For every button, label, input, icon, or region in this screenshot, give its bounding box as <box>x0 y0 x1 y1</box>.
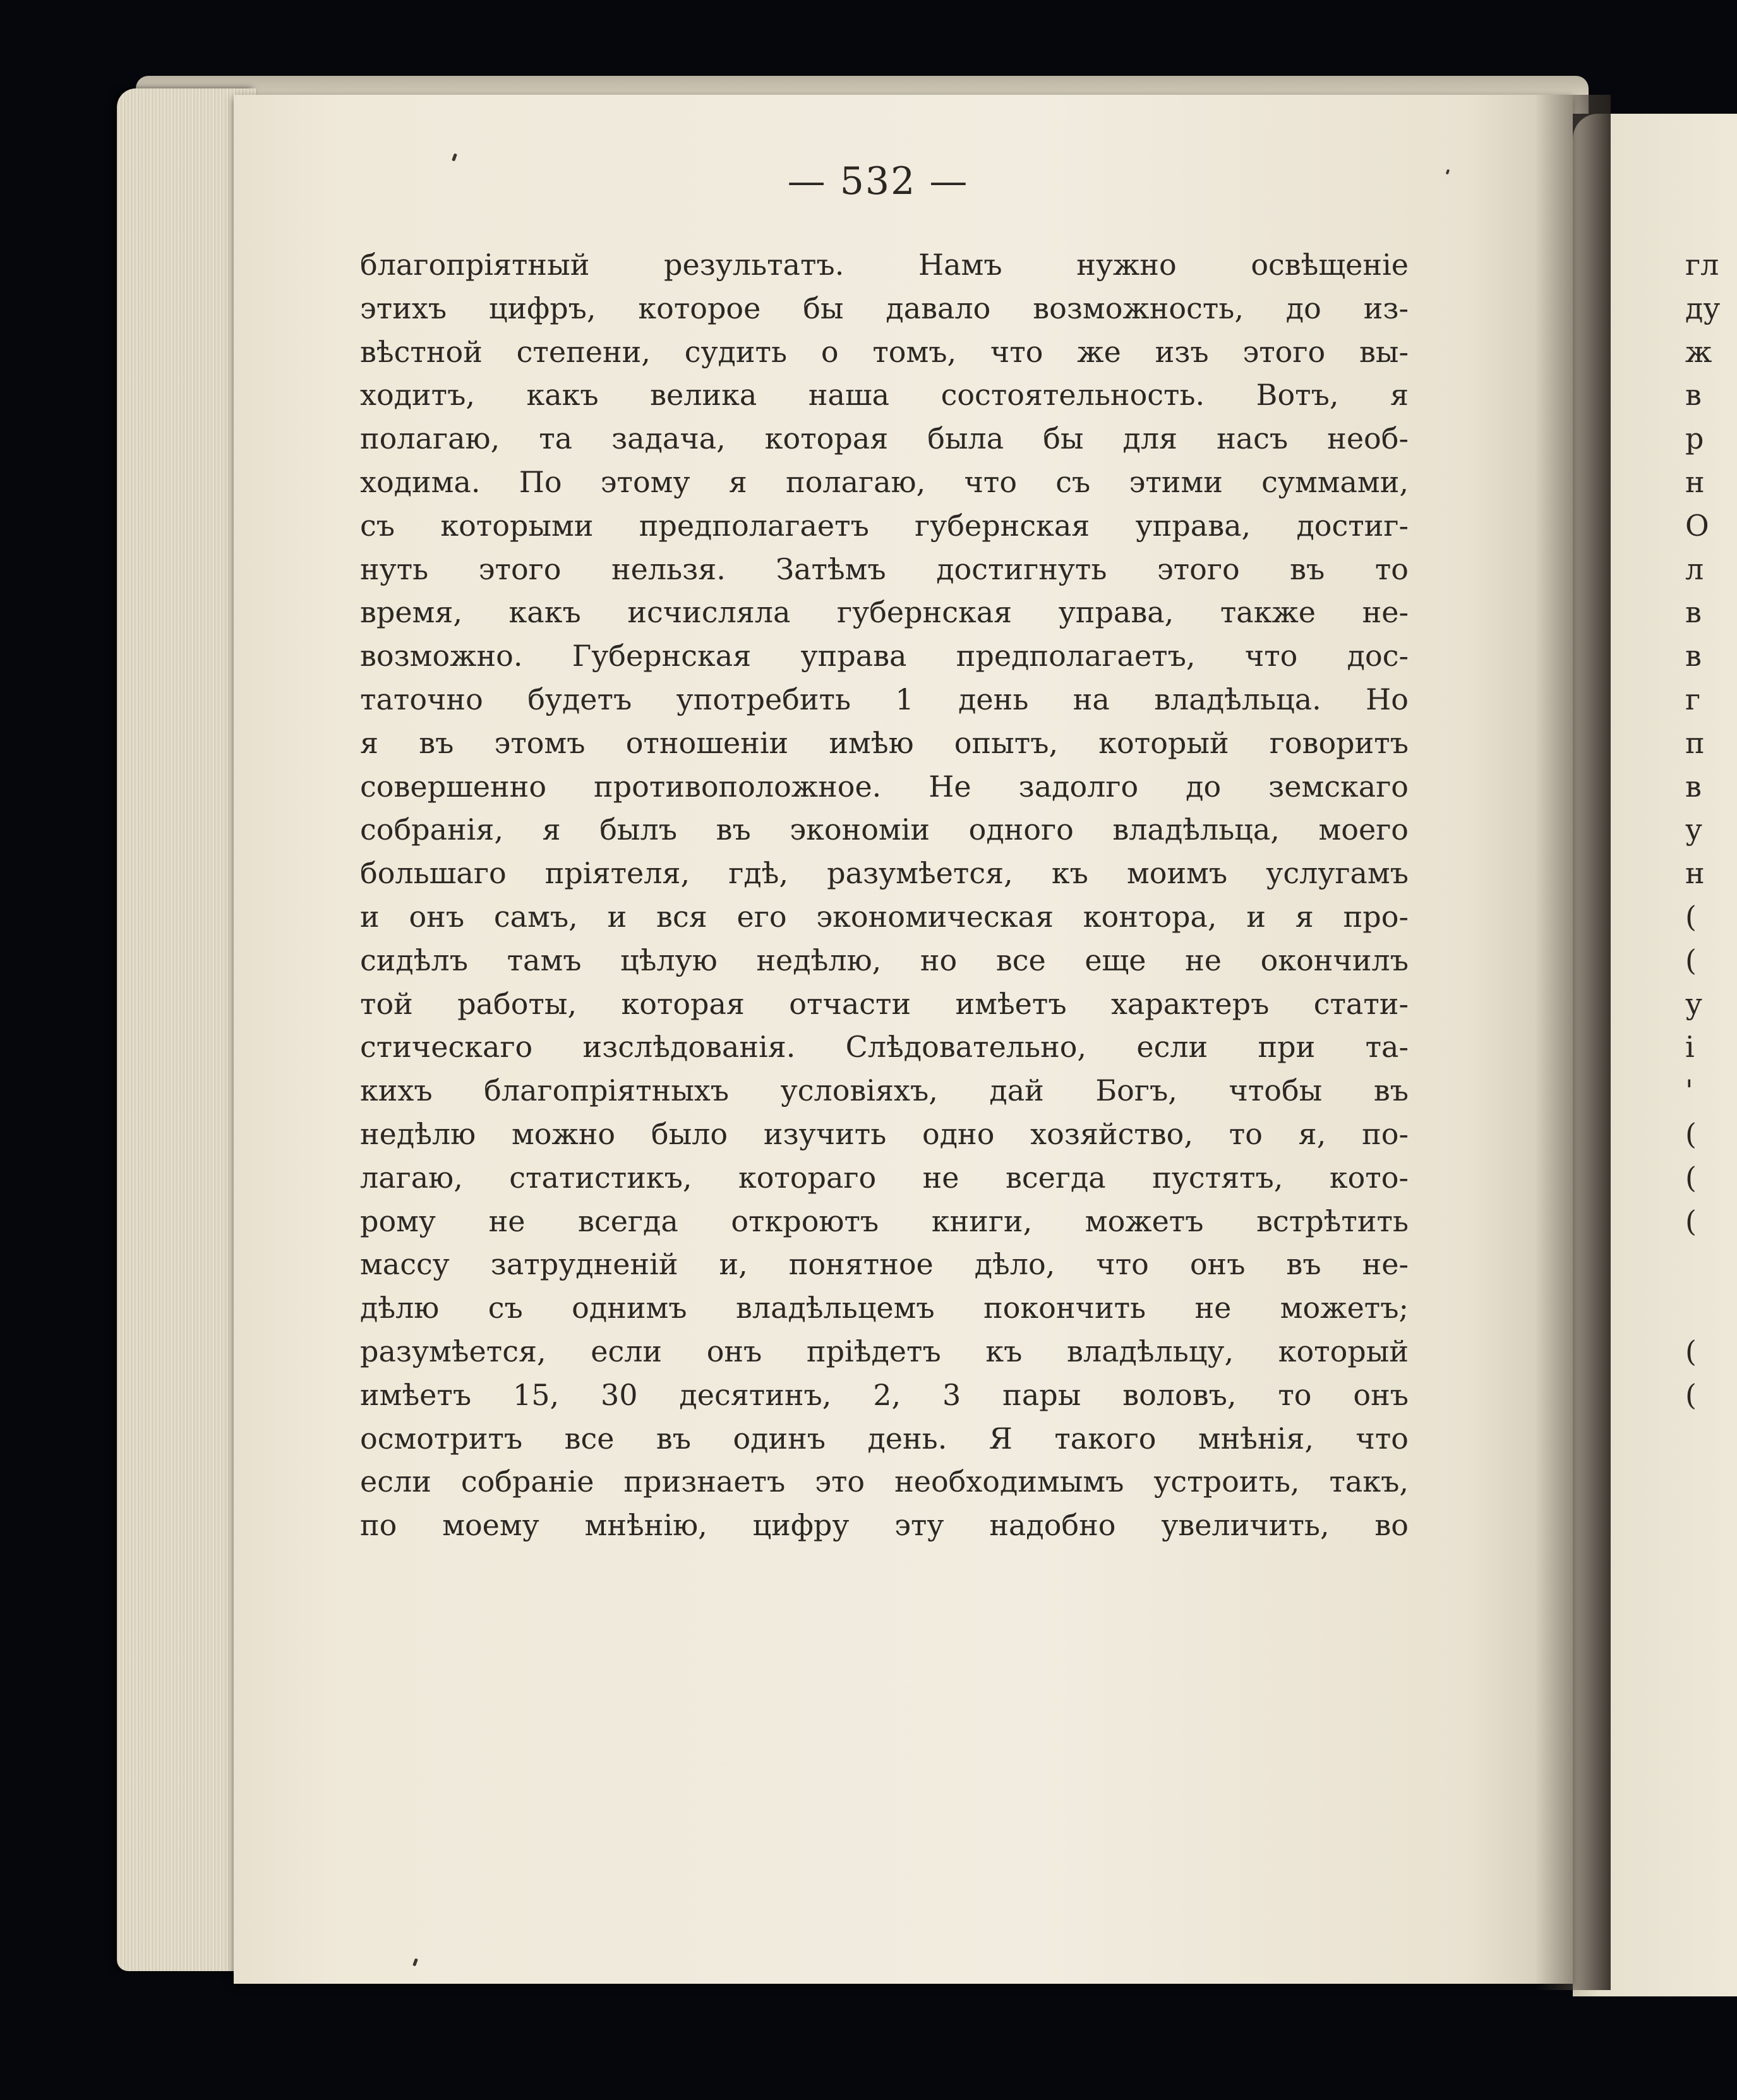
text-line: вѣстной степени, судить о томъ, что же изъ этого вы- <box>360 334 1409 369</box>
facing-page-line-fragment: в <box>1685 769 1702 804</box>
facing-page-line-fragment <box>1685 1504 1714 1547</box>
facing-page-line-fragment: ( <box>1685 1204 1697 1238</box>
facing-page-line-fragment <box>1685 1417 1714 1461</box>
facing-page-line-fragment: н <box>1685 464 1705 499</box>
text-line: собранія, я былъ въ экономіи одного владѣльца, моего <box>360 812 1409 847</box>
text-line: если собраніе признаетъ это необходимымъ устроить, такъ, <box>360 1464 1409 1499</box>
facing-page-line-fragment: О <box>1685 508 1709 543</box>
text-line: осмотритъ все въ одинъ день. Я такого мнѣнія, что <box>360 1421 1409 1456</box>
facing-page-line-fragment: гл <box>1685 248 1719 282</box>
text-line: по моему мнѣнію, цифру эту надобно увеличить, во <box>360 1508 1409 1543</box>
text-line: большаго пріятеля, гдѣ, разумѣется, къ моимъ услугамъ <box>360 856 1409 891</box>
facing-page-line-fragment: р <box>1685 421 1704 456</box>
book-gutter-shadow <box>1535 95 1611 1990</box>
text-line: имѣетъ 15, 30 десятинъ, 2, 3 пары воловъ, то онъ <box>360 1377 1409 1412</box>
page-body-text <box>360 243 1409 1547</box>
text-line: время, какъ исчисляла губернская управа, также не- <box>360 595 1409 630</box>
text-line: ходитъ, какъ велика наша состоятельность. Вотъ, я <box>360 378 1409 413</box>
text-line: и онъ самъ, и вся его экономическая контора, и я про- <box>360 899 1409 934</box>
text-line: ходима. По этому я полагаю, что съ этими суммами, <box>360 464 1409 499</box>
text-line: рому не всегда откроютъ книги, можетъ встрѣтить <box>360 1204 1409 1238</box>
facing-page-line-fragment <box>1685 1243 1714 1286</box>
text-line: стическаго изслѣдованія. Слѣдовательно, если при та- <box>360 1030 1409 1065</box>
text-line: полагаю, та задача, которая была бы для насъ необ- <box>360 421 1409 456</box>
facing-page-line-fragment: л <box>1685 552 1704 586</box>
text-line: кихъ благопріятныхъ условіяхъ, дай Богъ, чтобы въ <box>360 1073 1409 1108</box>
facing-page-line-fragment: ( <box>1685 1160 1697 1195</box>
facing-page-line-fragment: ( <box>1685 1116 1697 1151</box>
text-line: разумѣется, если онъ пріѣдетъ къ владѣльцу, который <box>360 1334 1409 1368</box>
facing-page-line-fragment: ' <box>1685 1073 1693 1108</box>
facing-page-line-fragment: в <box>1685 378 1702 413</box>
text-line: съ которыми предполагаетъ губернская управа, достиг- <box>360 508 1409 543</box>
facing-page-line-fragment: н <box>1685 856 1705 891</box>
text-line: благопріятный результатъ. Намъ нужно освѣщеніе <box>360 248 1409 282</box>
text-line: массу затрудненій и, понятное дѣло, что онъ въ не- <box>360 1247 1409 1282</box>
facing-page-line-fragment: ( <box>1685 1334 1697 1368</box>
facing-page-line-fragment: ( <box>1685 1377 1697 1412</box>
facing-page-line-fragment: ж <box>1685 334 1712 369</box>
facing-page-line-fragment <box>1685 1460 1714 1504</box>
facing-page-line-fragment: п <box>1685 725 1705 760</box>
facing-page-line-fragment: ( <box>1685 943 1697 977</box>
page-number: — 532 — <box>787 159 969 203</box>
text-line: нуть этого нельзя. Затѣмъ достигнуть этого въ то <box>360 552 1409 586</box>
facing-page-line-fragment: г <box>1685 682 1701 716</box>
text-line: дѣлю съ однимъ владѣльцемъ покончить не можетъ; <box>360 1291 1409 1325</box>
facing-page-line-fragment: в <box>1685 595 1702 630</box>
facing-page-line-fragment <box>1685 1286 1714 1330</box>
facing-page-text-fragments <box>1685 243 1721 1547</box>
facing-page-line-fragment: і <box>1685 1030 1695 1065</box>
text-line: этихъ цифръ, которое бы давало возможность, до из- <box>360 291 1409 325</box>
text-line: совершенно противоположное. Не задолго до земскаго <box>360 769 1409 804</box>
facing-page-line-fragment: в <box>1685 639 1702 673</box>
text-line: сидѣлъ тамъ цѣлую недѣлю, но все еще не окончилъ <box>360 943 1409 977</box>
text-line: той работы, которая отчасти имѣетъ характеръ стати- <box>360 986 1409 1021</box>
text-line: таточно будетъ употребить 1 день на владѣльца. Но <box>360 682 1409 716</box>
text-line: я въ этомъ отношеніи имѣю опытъ, который говоритъ <box>360 725 1409 760</box>
text-line: недѣлю можно было изучить одно хозяйство, то я, по- <box>360 1116 1409 1151</box>
facing-page-line-fragment: ( <box>1685 899 1697 934</box>
text-line: возможно. Губернская управа предполагаетъ, что дос- <box>360 639 1409 673</box>
facing-page-line-fragment: ду <box>1685 291 1721 325</box>
facing-page-line-fragment: у <box>1685 986 1703 1021</box>
facing-page-line-fragment: у <box>1685 812 1703 847</box>
text-line: лагаю, статистикъ, котораго не всегда пустятъ, кото- <box>360 1160 1409 1195</box>
